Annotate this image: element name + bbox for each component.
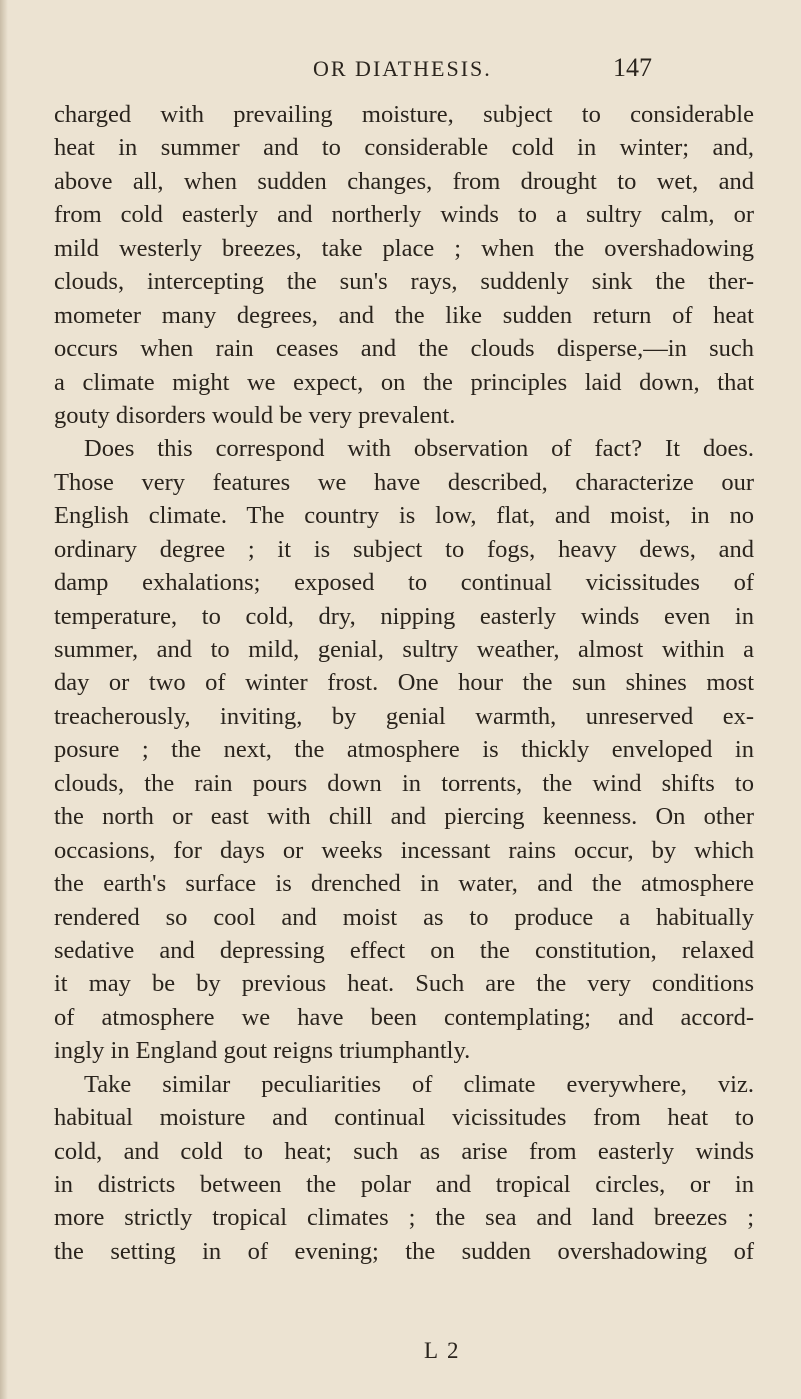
text-line: ordinary degree ; it is subject to fogs, heavy dews, and xyxy=(54,535,754,563)
text-line: of atmosphere we have been contemplating; and accord- xyxy=(54,1003,754,1031)
page-header xyxy=(0,53,801,86)
text-line: clouds, the rain pours down in torrents, the wind shifts to xyxy=(54,769,754,797)
text-line: Take similar peculiarities of climate everywhere, viz. xyxy=(84,1070,754,1098)
text-line: in districts between the polar and tropical circles, or in xyxy=(54,1171,754,1198)
text-line: sedative and depressing effect on the constitution, relaxed xyxy=(54,936,754,964)
text-line: posure ; the next, the atmosphere is thickly enveloped in xyxy=(54,736,754,764)
text-line: cold, and cold to heat; such as arise from easterly winds xyxy=(54,1137,754,1165)
page-number: 147 xyxy=(613,53,652,82)
text-line: occurs when rain ceases and the clouds disperse,—in such xyxy=(54,335,754,363)
text-line: the earth's surface is drenched in water, and the atmosphere xyxy=(54,870,754,898)
text-line: gouty disorders would be very prevalent. xyxy=(54,401,456,429)
text-line: day or two of winter frost. One hour the sun shines most xyxy=(54,669,754,697)
page-edge-shadow xyxy=(0,0,8,1399)
text-line: summer, and to mild, genial, sultry weather, almost within a xyxy=(54,636,754,663)
text-line: above all, when sudden changes, from drought to wet, and xyxy=(54,167,754,195)
text-line: more strictly tropical climates ; the sea and land breezes ; xyxy=(54,1204,754,1232)
text-line: rendered so cool and moist as to produce a habitually xyxy=(54,903,754,931)
text-line: Does this correspond with observation of fact? It does. xyxy=(84,435,754,463)
text-line: treacherously, inviting, by genial warmth, unreserved ex- xyxy=(54,702,754,730)
text-line: temperature, to cold, dry, nipping easterly winds even in xyxy=(54,602,754,630)
text-line: a climate might we expect, on the principles laid down, that xyxy=(54,368,754,396)
running-head: OR DIATHESIS. xyxy=(313,56,492,81)
text-line: English climate. The country is low, flat, and moist, in no xyxy=(54,502,754,530)
text-line: heat in summer and to considerable cold in winter; and, xyxy=(54,134,754,162)
text-line: clouds, intercepting the sun's rays, suddenly sink the ther- xyxy=(54,268,754,296)
text-line: the setting in of evening; the sudden overshadowing of xyxy=(54,1237,754,1265)
text-line: mild westerly breezes, take place ; when the overshadowing xyxy=(54,234,754,262)
text-line: occasions, for days or weeks incessant rains occur, by which xyxy=(54,836,754,864)
signature-mark: L 2 xyxy=(424,1338,461,1363)
text-line: from cold easterly and northerly winds to a sultry calm, or xyxy=(54,201,754,229)
text-line: ingly in England gout reigns triumphantly. xyxy=(54,1037,471,1065)
text-line: it may be by previous heat. Such are the very conditions xyxy=(54,970,754,998)
text-line: Those very features we have described, characterize our xyxy=(54,468,754,496)
text-line: mometer many degrees, and the like sudden return of heat xyxy=(54,301,754,329)
text-line: the north or east with chill and piercing keenness. On other xyxy=(54,803,754,831)
body-text xyxy=(54,98,754,1268)
text-line: habitual moisture and continual vicissitudes from heat to xyxy=(54,1104,754,1132)
text-line: damp exhalations; exposed to continual vicissitudes of xyxy=(54,569,754,597)
text-line: charged with prevailing moisture, subject to considerable xyxy=(54,101,754,128)
